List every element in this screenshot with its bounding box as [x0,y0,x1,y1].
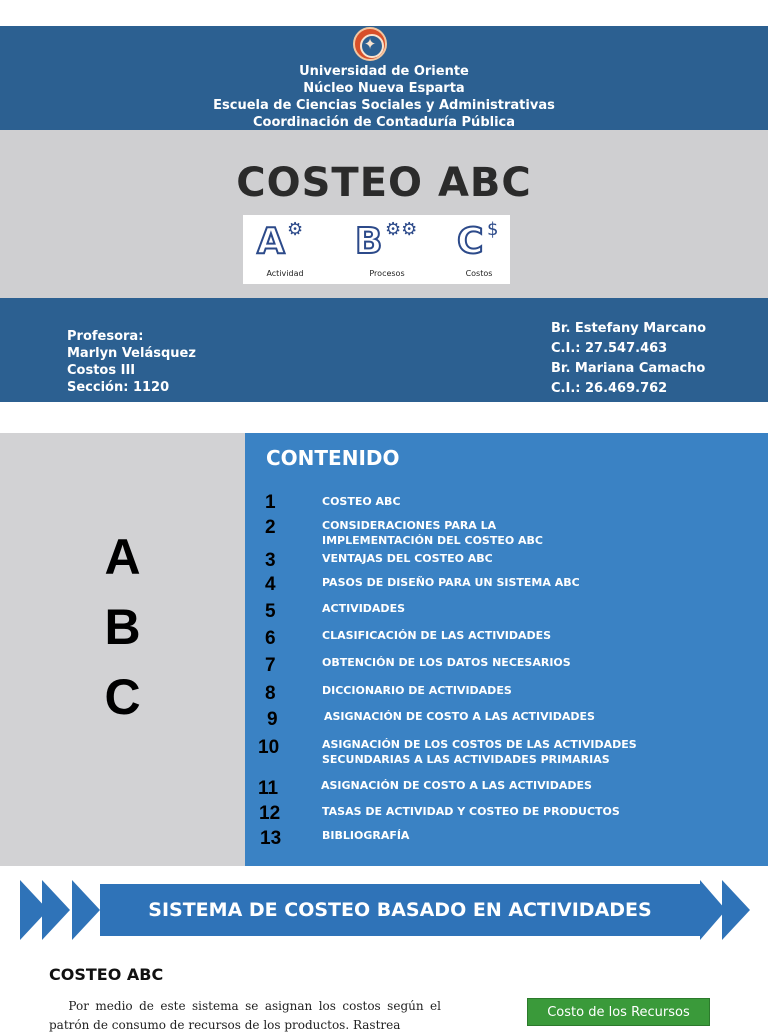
toc-item[interactable]: COSTEO ABC [322,495,401,508]
toc-number: 1 [265,492,276,513]
toc-number: 12 [259,803,281,824]
abc-item-procesos [347,215,436,284]
toc-number: 7 [265,655,276,676]
toc-number: 13 [260,828,282,849]
page-title: COSTEO ABC [236,160,532,206]
coin-icon: $ [487,219,499,240]
toc-item[interactable]: ACTIVIDADES [322,602,405,615]
toc-number: 3 [265,550,276,571]
student-line: Br. Estefany Marcano [551,321,707,336]
abc-letter: C [457,221,484,262]
abc-icons-card [243,215,510,284]
gears-icon: ⚙⚙ [385,219,418,240]
header-line: Escuela de Ciencias Sociales y Administrativas [213,98,555,113]
chevron-right-icon [722,880,750,940]
toc-item[interactable]: OBTENCIÓN DE LOS DATOS NECESARIOS [322,656,571,669]
teacher-label: Profesora: [67,329,144,344]
abc-item-costos [449,215,538,284]
toc-number: 8 [265,683,276,704]
abc-caption: Procesos [369,269,405,278]
institution-header [0,63,768,131]
header-line: Universidad de Oriente [299,64,469,79]
toc-item[interactable]: ASIGNACIÓN DE COSTO A LAS ACTIVIDADES [324,710,595,723]
toc-item[interactable]: VENTAJAS DEL COSTEO ABC [322,552,493,565]
header-line: Núcleo Nueva Esparta [303,81,465,96]
toc-number: 9 [267,709,278,730]
banner-title: SISTEMA DE COSTEO BASADO EN ACTIVIDADES [148,899,652,921]
abc-caption: Actividad [266,269,304,278]
contents-heading: CONTENIDO [266,446,400,470]
students-info [551,319,706,399]
toc-number: 2 [265,517,276,538]
toc-number: 11 [258,778,279,799]
recursos-box: Costo de los Recursos [527,998,710,1026]
big-letter-c: C [104,669,141,725]
toc-item[interactable]: BIBLIOGRAFÍA [322,829,410,842]
student-line: C.I.: 27.547.463 [551,341,668,356]
section-title: COSTEO ABC [49,965,164,984]
toc-number: 6 [265,628,276,649]
toc-item[interactable]: DICCIONARIO DE ACTIVIDADES [322,684,512,697]
chevron-right-icon [42,880,70,940]
big-letter-b: B [104,599,141,655]
student-line: C.I.: 26.469.762 [551,381,668,396]
section-number: Sección: 1120 [67,380,170,395]
teacher-name: Marlyn Velásquez [67,346,196,361]
toc-number: 4 [265,574,276,595]
section-body [49,997,441,1035]
toc-item[interactable]: TASAS DE ACTIVIDAD Y COSTEO DE PRODUCTOS [322,805,620,818]
abc-item-actividad [249,215,338,284]
header-line: Coordinación de Contaduría Pública [252,115,516,130]
chevron-right-icon [72,880,100,940]
toc-item[interactable]: PASOS DE DISEÑO PARA UN SISTEMA ABC [322,576,580,589]
section-body-text: Por medio de este sistema se asignan los costos según el patrón de consumo de recursos de los productos. Rastrea [49,999,441,1032]
toc-item[interactable]: CLASIFICACIÓN DE LAS ACTIVIDADES [322,629,552,642]
document-gear-icon: ⚙ [287,219,304,240]
section-banner [20,880,750,940]
abc-caption: Costos [465,269,493,278]
teacher-info [67,328,196,396]
toc-item[interactable]: ASIGNACIÓN DE LOS COSTOS DE LAS ACTIVIDADES SECUNDARIAS A LAS ACTIVIDADES PRIMARIAS [322,738,637,766]
big-letter-a: A [104,529,141,585]
course-name: Costos III [67,363,136,378]
toc-number: 5 [265,601,276,622]
toc-item[interactable]: ASIGNACIÓN DE COSTO A LAS ACTIVIDADES [321,779,592,792]
abc-letter: A [257,221,285,262]
toc-number: 10 [258,737,280,758]
abc-letter: B [355,221,383,262]
student-line: Br. Mariana Camacho [551,361,706,376]
toc-item[interactable]: CONSIDERACIONES PARA LA IMPLEMENTACIÓN DEL COSTEO ABC [322,519,544,547]
university-seal-icon [353,27,387,61]
